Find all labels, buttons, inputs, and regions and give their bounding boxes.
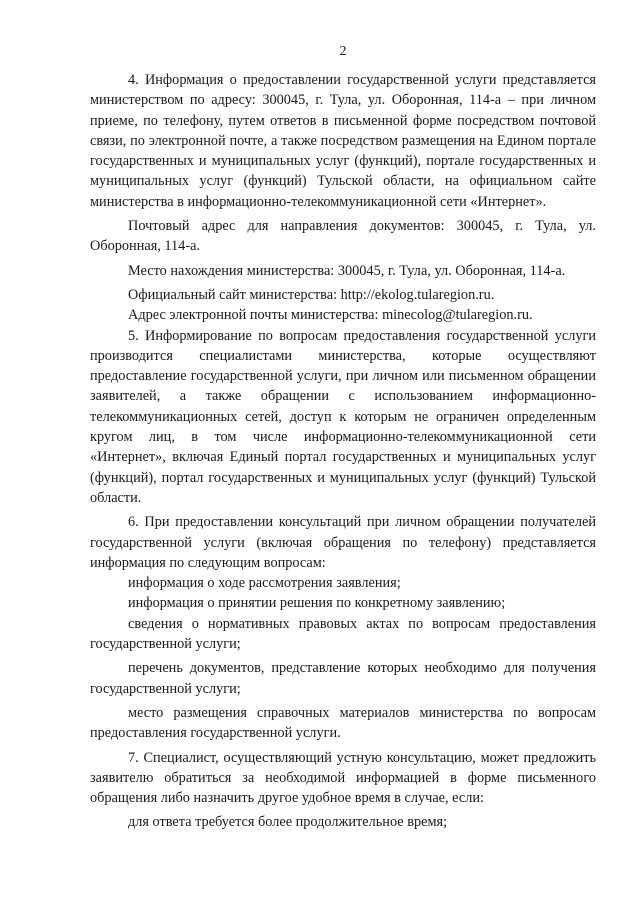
document-body bbox=[90, 70, 596, 833]
list-item: информация о ходе рассмотрения заявления; bbox=[128, 575, 401, 592]
page-number: 2 bbox=[339, 44, 347, 59]
paragraph-7-specialist: 7. Специалист, осуществляющий устную консультацию, может предложить заявителю обратиться за необходимой информацией в форме письменного обращения либо назначить другое удобное время в случае, если: bbox=[90, 749, 596, 807]
paragraph-6-consultations: 6. При предоставлении консультаций при личном обращении получателей государственной услуги (включая обращения по телефону) представляется информация по следующим вопросам: bbox=[90, 514, 596, 571]
paragraph-5-informing: 5. Информирование по вопросам предоставления государственной услуги производится специалистами министерства, которые осуществляют предоставление государственной услуги, при личном или письменном обращении заявителей, а также обращении с использованием информационно-телекоммуникационных сетей, доступ к которым не ограничен определенным кругом лиц, в том числе информационно-телекоммуникационной сети «Интернет», включая Единый портал государственных и муниципальных услуг (функций), портал государственных и муниципальных услуг (функций) Тульской области. bbox=[90, 327, 596, 506]
list-item: место размещения справочных материалов министерства по вопросам предоставления государственной услуги. bbox=[90, 704, 596, 742]
paragraph-website: Официальный сайт министерства: http://ekolog.tularegion.ru. bbox=[128, 286, 495, 303]
list-item: для ответа требуется более продолжительное время; bbox=[128, 814, 448, 831]
list-item: информация о принятии решения по конкретному заявлению; bbox=[128, 595, 506, 612]
paragraph-4-info: 4. Информация о предоставлении государственной услуги представляется министерством по адресу: 300045, г. Тула, ул. Оборонная, 114-а – при личном приеме, по телефону, путем ответов в письменной форме посредством почтовой связи, по электронной почте, а также посредством размещения на Едином портале государственных и муниципальных услуг (функций), портале государственных и муниципальных услуг (функций) Тульской области, на официальном сайте министерства в информационно-телекоммуникационной сети «Интернет». bbox=[90, 72, 596, 210]
list-item: сведения о нормативных правовых актах по вопросам предоставления государственной услуги; bbox=[90, 615, 596, 653]
paragraph-postal-address: Почтовый адрес для направления документов: 300045, г. Тула, ул. Оборонная, 114-а. bbox=[90, 218, 596, 255]
paragraph-location: Место нахождения министерства: 300045, г. Тула, ул. Оборонная, 114-а. bbox=[128, 262, 566, 279]
paragraph-email: Адрес электронной почты министерства: minecolog@tularegion.ru. bbox=[128, 307, 533, 324]
list-item: перечень документов, представление которых необходимо для получения государственной услуги; bbox=[90, 660, 596, 697]
